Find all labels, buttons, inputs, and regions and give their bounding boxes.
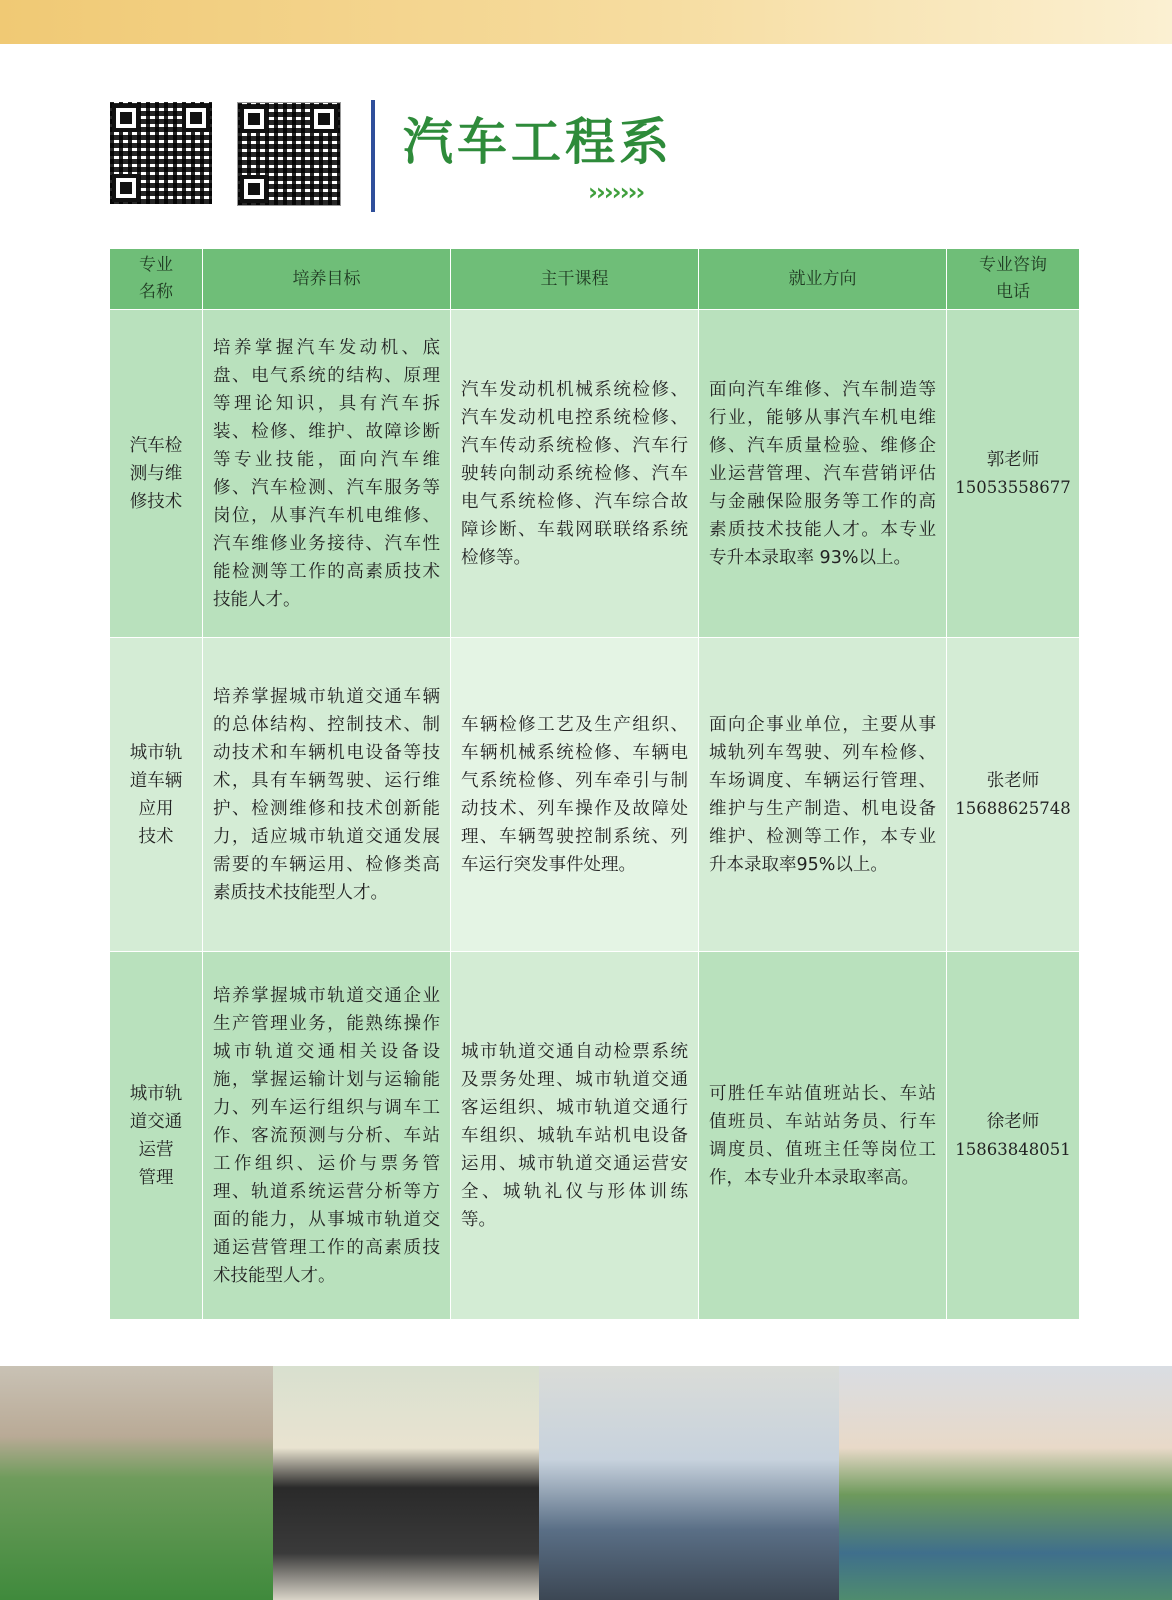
career-cell: 可胜任车站值班站长、车站值班员、车站站务员、行车调度员、值班主任等岗位工作，本专业升本录取率高。 — [699, 952, 947, 1320]
major-name: 汽车检 测与维 修技术 — [110, 310, 203, 638]
contact-cell — [947, 638, 1080, 952]
major-table — [109, 248, 1080, 1320]
table-header-row — [110, 249, 1080, 310]
phone-number: 15688625748 — [955, 798, 1071, 818]
top-decorative-band — [0, 0, 1172, 44]
career-cell: 面向企事业单位，主要从事城轨列车驾驶、列车检修、车场调度、车辆运行管理、维护与生产制造、机电设备维护、检测等工作，本专业升本录取率95%以上。 — [699, 638, 947, 952]
goal-cell: 培养掌握城市轨道交通车辆的总体结构、控制技术、制动技术和车辆机电设备等技术，具有车辆驾驶、运行维护、检测维修和技术创新能力，适应城市轨道交通发展需要的车辆运用、检修类高素质技术技能型人才。 — [203, 638, 451, 952]
photo-uniformed-students — [273, 1366, 539, 1600]
photo-cheerleading — [839, 1366, 1172, 1600]
courses-cell: 城市轨道交通自动检票系统及票务处理、城市轨道交通客运组织、城市轨道交通行车组织、城轨车站机电设备运用、城市轨道交通运营安全、城轨礼仪与形体训练等。 — [451, 952, 699, 1320]
courses-cell: 汽车发动机机械系统检修、汽车发动机电控系统检修、汽车传动系统检修、汽车行驶转向制动系统检修、汽车电气系统检修、汽车综合故障诊断、车载网联联络系统检修等。 — [451, 310, 699, 638]
header-goal: 培养目标 — [203, 249, 451, 310]
courses-cell: 车辆检修工艺及生产组织、车辆机械系统检修、车辆电气系统检修、列车牵引与制动技术、列车操作及故障处理、车辆驾驶控制系统、列车运行突发事件处理。 — [451, 638, 699, 952]
title-divider — [371, 100, 375, 212]
table-row — [110, 952, 1080, 1320]
career-cell: 面向汽车维修、汽车制造等行业，能够从事汽车机电维修、汽车质量检验、维修企业运营管理、汽车营销评估与金融保险服务等工作的高素质技术技能人才。本专业专升本录取率 93%以上。 — [699, 310, 947, 638]
table-row — [110, 310, 1080, 638]
contact-cell — [947, 310, 1080, 638]
photo-football-match — [0, 1366, 273, 1600]
teacher-name: 张老师 — [986, 770, 1040, 791]
header-career: 就业方向 — [699, 249, 947, 310]
department-title: 汽车工程系 — [403, 113, 673, 171]
table-row — [110, 638, 1080, 952]
phone-number: 15863848051 — [955, 1139, 1071, 1159]
chevron-arrows-icon: ››››››› — [588, 178, 644, 206]
goal-cell: 培养掌握汽车发动机、底盘、电气系统的结构、原理等理论知识，具有汽车拆装、检修、维护、故障诊断等专业技能，面向汽车维修、汽车检测、汽车服务等岗位，从事汽车机电维修、汽车维修业务接待、汽车性能检测等工作的高素质技术技能人才。 — [203, 310, 451, 638]
teacher-name: 郭老师 — [986, 449, 1040, 470]
qr-code-website — [237, 102, 341, 206]
phone-number: 15053558677 — [955, 477, 1071, 497]
header-contact: 专业咨询 电话 — [947, 249, 1080, 310]
header-major-name: 专业 名称 — [110, 249, 203, 310]
qr-code-wechat — [110, 102, 212, 204]
teacher-name: 徐老师 — [986, 1111, 1040, 1132]
photo-strip — [0, 1366, 1172, 1600]
contact-cell — [947, 952, 1080, 1320]
photo-workshop-training — [539, 1366, 839, 1600]
major-name: 城市轨 道交通 运营 管理 — [110, 952, 203, 1320]
goal-cell: 培养掌握城市轨道交通企业生产管理业务，能熟练操作城市轨道交通相关设备设施，掌握运输计划与运输能力、列车运行组织与调车工作、客流预测与分析、车站工作组织、运价与票务管理、轨道系统运营分析等方面的能力，从事城市轨道交通运营管理工作的高素质技术技能型人才。 — [203, 952, 451, 1320]
header-courses: 主干课程 — [451, 249, 699, 310]
major-name: 城市轨 道车辆 应用 技术 — [110, 638, 203, 952]
